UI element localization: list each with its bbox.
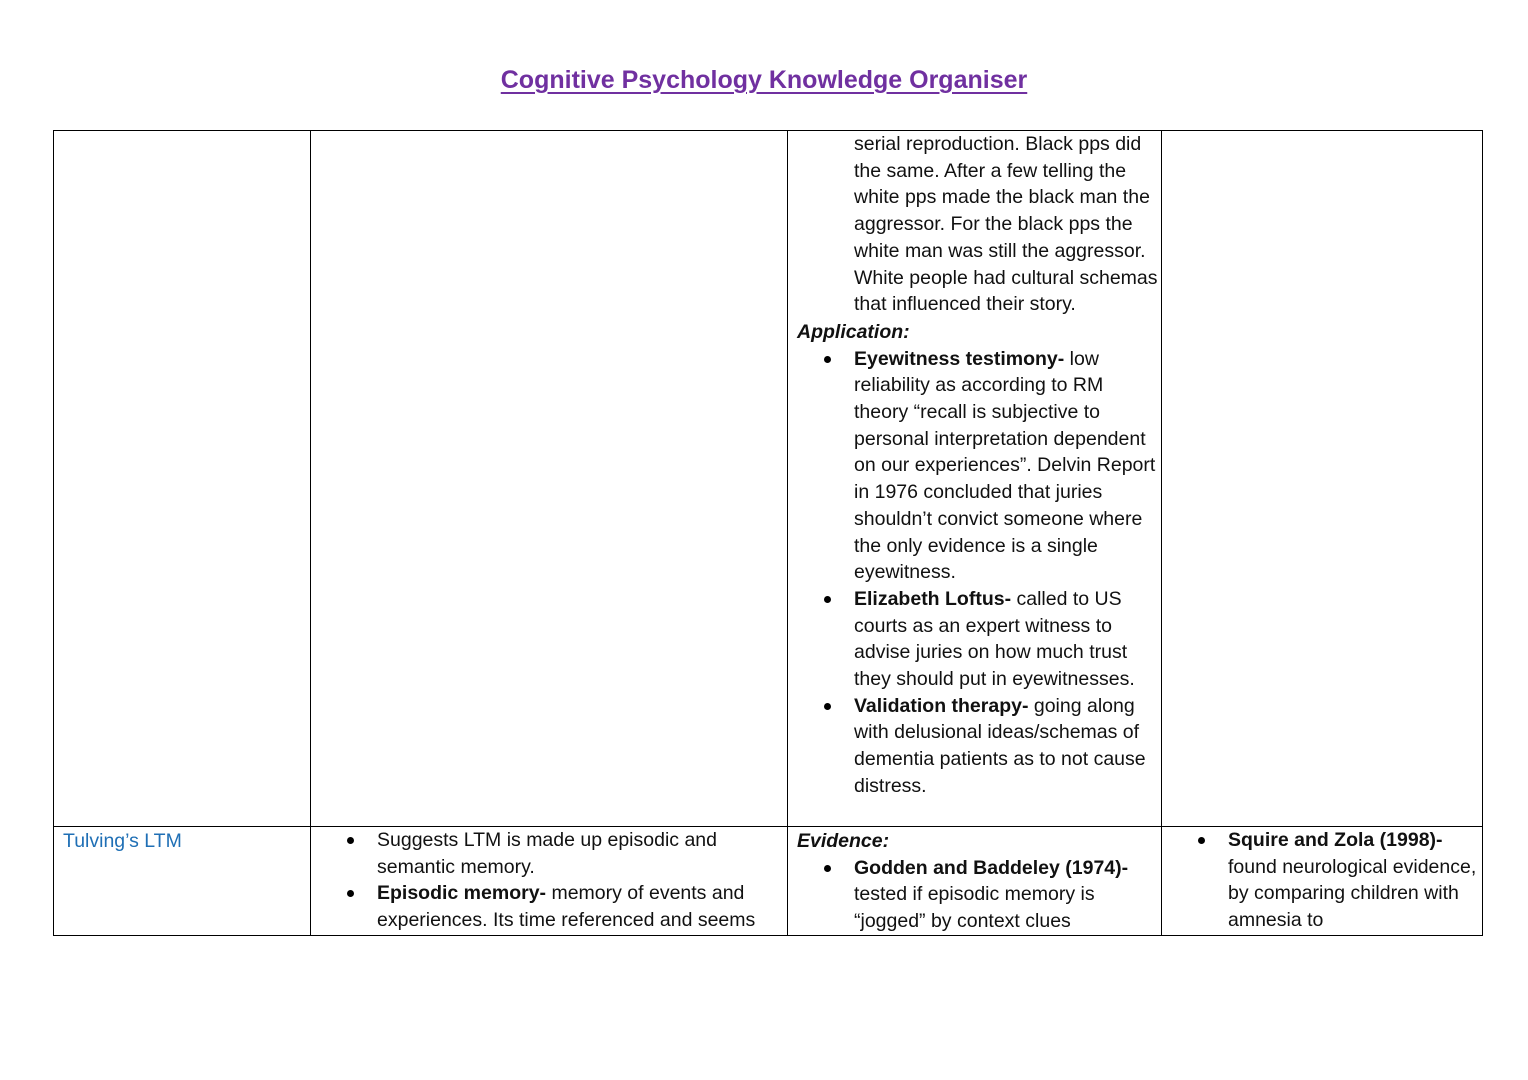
topic-label: Tulving’s LTM	[63, 830, 182, 852]
topic-cell	[54, 131, 311, 827]
description-cell	[311, 827, 788, 936]
topic-cell	[54, 827, 311, 936]
evidence-label: Evidence:	[797, 830, 890, 852]
evidence-list	[788, 855, 1161, 935]
term: Eyewitness testimony-	[854, 347, 1065, 370]
list-item	[788, 586, 1161, 693]
item-text: Suggests LTM is made up episodic and semantic memory.	[377, 829, 717, 878]
item-text: tested if episodic memory is “jogged” by context clues	[854, 883, 1095, 933]
table-row	[54, 131, 1483, 827]
item-text: low reliability as according to RM theory “recall is subjective to personal interpretation dependent on our experiences”. Delvin Report in 1976 concluded that juries shouldn’t convict someone where the only evidence is a single eyewitness.	[854, 347, 1156, 584]
knowledge-organiser-table	[53, 130, 1483, 936]
table-row	[54, 827, 1483, 936]
term: Elizabeth Loftus-	[854, 587, 1012, 610]
item-text: called to US courts as an expert witness to advise juries on how much trust they should put in eyewitnesses.	[854, 587, 1135, 691]
list-item	[311, 880, 787, 933]
page-title: Cognitive Psychology Knowledge Organiser	[500, 66, 1028, 94]
evidence-continuation: serial reproduction. Black pps did the same. After a few telling the white pps made the black man the aggressor. For the black pps the white man was still the aggressor. White people had cultural schemas that influenced their story.	[854, 133, 1158, 316]
term: Squire and Zola (1998)-	[1228, 829, 1443, 851]
application-list	[788, 346, 1161, 800]
item-text: going along with delusional ideas/schemas of dementia patients as to not cause distress.	[854, 694, 1146, 797]
description-cell	[311, 131, 788, 827]
term: Episodic memory-	[377, 882, 547, 905]
item-text: memory of events and experiences. Its time referenced and seems	[377, 882, 756, 932]
application-label: Application:	[797, 320, 910, 343]
term: Godden and Baddeley (1974)-	[854, 856, 1129, 879]
description-list	[311, 827, 787, 934]
item-text: found neurological evidence, by comparing children with amnesia to	[1228, 855, 1477, 932]
list-item	[788, 693, 1161, 800]
extra-cell	[1162, 131, 1483, 827]
evidence-cell	[788, 827, 1162, 936]
evidence-cell	[788, 131, 1162, 827]
list-item	[311, 827, 787, 880]
term: Validation therapy-	[854, 694, 1029, 717]
extra-cell	[1162, 827, 1483, 936]
list-item	[788, 855, 1161, 935]
list-item	[1162, 827, 1482, 934]
list-item	[788, 346, 1161, 586]
extra-list	[1162, 827, 1482, 934]
